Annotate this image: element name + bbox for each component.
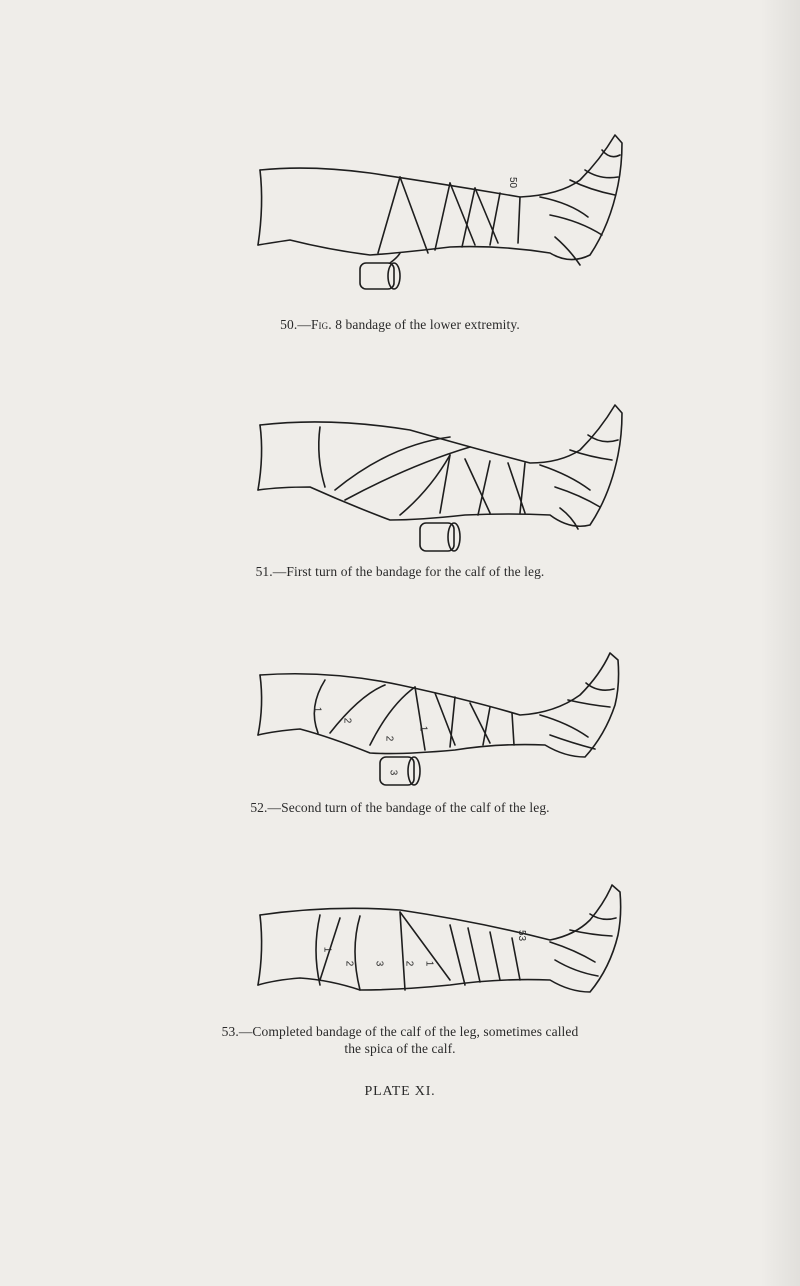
turn-label: 2 [403, 960, 415, 967]
figure-51-caption [0, 563, 800, 580]
leg-figure-8-bandage-drawing [250, 125, 640, 300]
turn-label: 1 [321, 946, 333, 953]
figure-50-caption-text: 8 bandage of the lower extremity. [331, 317, 520, 332]
figure-53-number: 53. [221, 1024, 239, 1039]
turn-label: 2 [343, 960, 355, 967]
figure-53-caption-text-1: —Completed bandage of the calf of the leg, sometimes called [238, 1024, 579, 1039]
figure-53-caption [0, 1023, 800, 1057]
figure-50-illustration [250, 125, 640, 300]
figure-50-dash: — [297, 317, 311, 332]
figure-52-caption-text: —Second turn of the bandage of the calf of the leg. [267, 800, 550, 815]
leg-completed-spica-calf-drawing [250, 880, 640, 1010]
figure-50-caption [0, 316, 800, 333]
leg-second-turn-calf-drawing [250, 645, 640, 795]
turn-label: 2 [341, 717, 353, 724]
turn-label: 3 [373, 960, 385, 967]
figure-50-fig-label: Fig. [310, 317, 332, 332]
figure-53-illustration [250, 880, 640, 1010]
figure-50-number: 50. [280, 317, 298, 332]
figure-52-caption [0, 799, 800, 816]
figure-51-caption-text: —First turn of the bandage for the calf of the leg. [272, 564, 545, 579]
figure-53-caption-line1 [0, 1023, 800, 1040]
figure-51-number: 51. [255, 564, 273, 579]
plate-number: PLATE XI. [364, 1084, 436, 1099]
turn-label: 3 [387, 769, 399, 776]
figure-53-marker: 53 [516, 929, 528, 942]
figure-53-caption-line2: the spica of the calf. [344, 1041, 456, 1056]
turn-label: 1 [417, 725, 429, 732]
figure-52-number: 52. [250, 800, 268, 815]
turn-label: 1 [311, 706, 323, 713]
turn-label: 1 [423, 960, 435, 967]
figure-50-marker: 50 [507, 176, 519, 189]
leg-first-turn-calf-drawing [250, 395, 640, 560]
turn-label: 2 [383, 735, 395, 742]
figure-51-illustration [250, 395, 640, 560]
figure-52-illustration [250, 645, 640, 795]
